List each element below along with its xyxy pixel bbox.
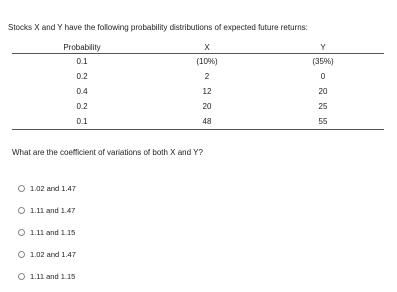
answer-option-4[interactable] xyxy=(18,248,76,260)
answer-option-label: 1.02 and 1.47 xyxy=(30,183,76,193)
cell-x: 2 xyxy=(204,72,210,81)
answer-option-2[interactable] xyxy=(18,204,76,216)
cell-y: 55 xyxy=(262,114,384,130)
table-row xyxy=(12,114,384,130)
table-row xyxy=(12,84,384,99)
cell-y: (35%) xyxy=(312,57,334,66)
cell-probability: 0.4 xyxy=(76,87,88,96)
cell-y: 0 xyxy=(320,72,326,81)
header-y: Y xyxy=(262,41,384,54)
cell-probability: 0.1 xyxy=(76,57,88,66)
answer-option-label: 1.11 and 1.47 xyxy=(30,205,76,215)
radio-button[interactable] xyxy=(18,229,25,236)
cell-probability: 0.2 xyxy=(76,72,88,81)
probability-distribution-table xyxy=(12,41,384,130)
table-header-row xyxy=(12,41,384,54)
question-text: What are the coefficient of variations of both X and Y? xyxy=(12,148,203,157)
cell-x: (10%) xyxy=(196,57,218,66)
intro-text: Stocks X and Y have the following probability distributions of expected future returns: xyxy=(8,23,308,32)
answer-option-5[interactable] xyxy=(18,270,76,282)
table-row xyxy=(12,69,384,84)
radio-button[interactable] xyxy=(18,185,25,192)
answer-option-label: 1.11 and 1.15 xyxy=(30,227,76,237)
table-row xyxy=(12,99,384,114)
cell-probability: 0.1 xyxy=(12,114,152,130)
answer-option-label: 1.11 and 1.15 xyxy=(30,271,76,281)
radio-button[interactable] xyxy=(18,273,25,280)
header-probability: Probability xyxy=(12,41,152,54)
table-row xyxy=(12,54,384,70)
cell-x: 12 xyxy=(202,87,212,96)
answer-options xyxy=(18,182,76,292)
answer-option-1[interactable] xyxy=(18,182,76,194)
radio-button[interactable] xyxy=(18,207,25,214)
cell-probability: 0.2 xyxy=(76,102,88,111)
header-x: X xyxy=(152,41,262,54)
cell-x: 20 xyxy=(202,102,212,111)
cell-y: 20 xyxy=(318,87,328,96)
cell-x: 48 xyxy=(152,114,262,130)
answer-option-label: 1.02 and 1.47 xyxy=(30,249,76,259)
answer-option-3[interactable] xyxy=(18,226,76,238)
cell-y: 25 xyxy=(318,102,328,111)
radio-button[interactable] xyxy=(18,251,25,258)
